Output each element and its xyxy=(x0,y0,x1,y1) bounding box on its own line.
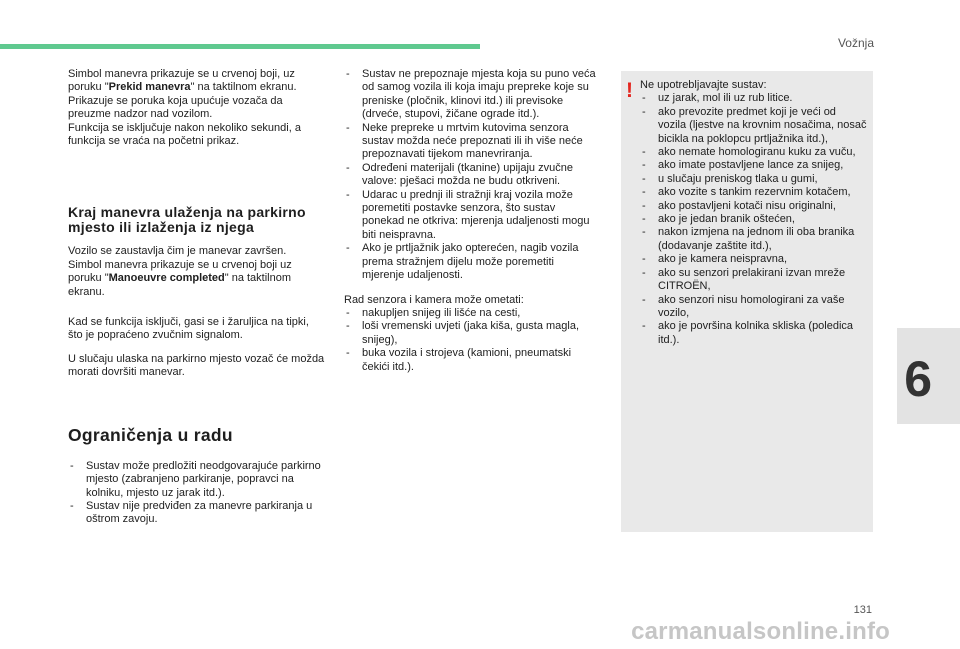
list-item: - Određeni materijali (tkanine) upijaju zvučne valove: pješaci možda ne budu otkriveni. xyxy=(344,162,599,189)
heading-limitations: Ograničenja u radu xyxy=(68,424,233,445)
limitations-list xyxy=(68,460,326,527)
interference-intro: Rad senzora i kamera može ometati: xyxy=(344,293,524,306)
accent-line xyxy=(0,44,480,49)
list-item: - ako nemate homologiranu kuku za vuču, xyxy=(640,146,867,159)
list-item: - Sustav može predložiti neodgovarajuće parkirno mjesto (zabranjeno parkiranje, popravci na kolniku, mjesto uz jarak itd.). xyxy=(68,460,326,500)
list-item: - ako prevozite predmet koji je veći od vozila (ljestve na krovnim nosačima, nosač bicikla na poklopcu prtljažnika itd.), xyxy=(640,106,867,146)
list-item: - Sustav ne prepoznaje mjesta koja su puno veća od samog vozila ili koja imaju prepreke koje su preniske (pločnik, klinovi itd.) ili previsoke (drveće, stupovi, žičane ograde itd.). xyxy=(344,68,599,122)
column-left xyxy=(68,68,326,527)
list-item: - Sustav nije predviđen za manevre parkiranja u oštrom zavoju. xyxy=(68,500,326,527)
interference-list xyxy=(344,307,599,374)
list-item: - ako senzori nisu homologirani za vaše vozilo, xyxy=(640,294,867,321)
heading-end-of-manoeuvre: Kraj manevra ulaženja na parkirno mjesto ili izlaženja iz njega xyxy=(68,204,306,236)
end-paragraph: Vozilo se zaustavlja čim je manevar završen. Simbol manevra prikazuje se u crvenoj boji uz poruku "Manoeuvre completed" na taktilnom ekranu. xyxy=(68,245,292,298)
list-item: - ako postavljeni kotači nisu originalni, xyxy=(640,200,867,213)
list-item: - ako imate postavljene lance za snijeg, xyxy=(640,159,867,172)
intro-paragraph: Simbol manevra prikazuje se u crvenoj boji, uz poruku "Prekid manevra" na taktilnom ekranu. Prikazuje se poruka koja upućuje vozača da preuzme nadzor nad vozilom. Funkcija se isključuje nakon nekoliko sekundi, a funkcija se vraća na početni prikaz. xyxy=(68,68,301,148)
bold-text: Manoeuvre completed xyxy=(108,272,225,285)
warning-intro: Ne upotrebljavajte sustav: xyxy=(640,79,767,91)
list-item: - ako vozite s tankim rezervnim kotačem, xyxy=(640,186,867,199)
list-item: - uz jarak, mol ili uz rub litice. xyxy=(640,92,867,105)
chapter-number: 6 xyxy=(904,351,932,407)
list-item: - ako su senzori prelakirani izvan mreže CITROËN, xyxy=(640,267,867,294)
list-item: - ako je kamera neispravna, xyxy=(640,253,867,266)
list-item: - buka vozila i strojeva (kamioni, pneumatski čekići itd.). xyxy=(344,347,599,374)
list-item: - Udarac u prednji ili stražnji kraj vozila može poremetiti postavke senzora, što sustav ponekad ne otkriva: mjerenja udaljenosti mogu biti neispravna. xyxy=(344,189,599,243)
list-item: - u slučaju preniskog tlaka u gumi, xyxy=(640,173,867,186)
list-item: - ako je površina kolnika skliska (poledica itd.). xyxy=(640,320,867,347)
page-number: 131 xyxy=(853,604,872,616)
column-middle xyxy=(344,68,599,374)
section-title: Vožnja xyxy=(837,36,874,50)
list-item: - Ako je prtljažnik jako opterećen, nagib vozila prema stražnjem dijelu može poremetiti mjerenje udaljenosti. xyxy=(344,242,599,282)
warning-exclamation-icon: ! xyxy=(626,79,633,102)
watermark: carmanualsonline.info xyxy=(631,618,890,645)
finish-paragraph: U slučaju ulaska na parkirno mjesto vozač će možda morati dovršiti manevar. xyxy=(68,352,325,379)
warning-note-box xyxy=(621,71,873,532)
list-item: - Neke prepreke u mrtvim kutovima senzora sustav možda neće prepoznati ili ih više neće prepoznavati tijekom manevriranja. xyxy=(344,122,599,162)
warning-list xyxy=(640,92,867,347)
list-item: - loši vremenski uvjeti (jaka kiša, gusta magla, snijeg), xyxy=(344,320,599,347)
list-item: - nakupljen snijeg ili lišće na cesti, xyxy=(344,307,599,320)
list-item: - ako je jedan branik oštećen, xyxy=(640,213,867,226)
bold-text: Prekid manevra xyxy=(108,81,191,94)
switch-off-paragraph: Kad se funkcija isključi, gasi se i žaruljica na tipki, što je popraćeno zvučnim signalom. xyxy=(68,316,309,342)
sensor-issues-list xyxy=(344,68,599,283)
list-item: - nakon izmjena na jednom ili oba branika (dodavanje zaštite itd.), xyxy=(640,226,867,253)
